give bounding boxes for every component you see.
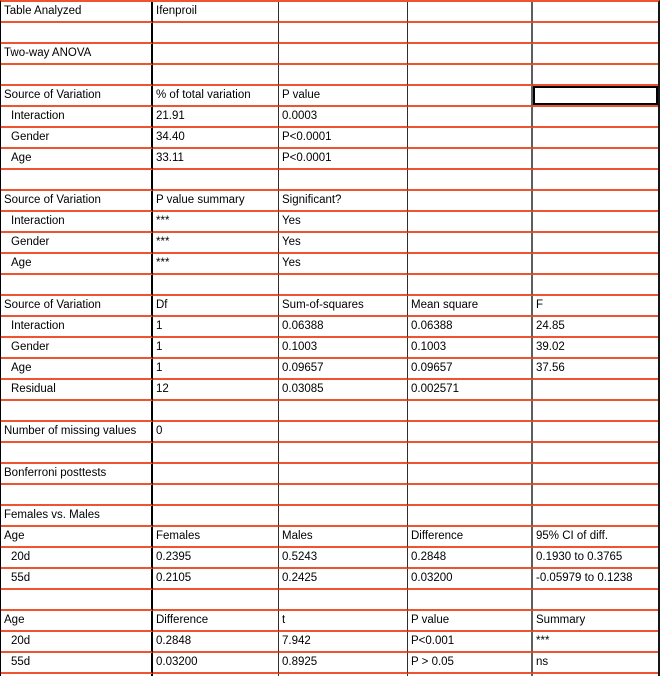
cell-r26c2[interactable]: Females (153, 527, 279, 548)
cell-r25c1[interactable]: Females vs. Males (1, 506, 153, 527)
cell-r21c1[interactable]: Number of missing values (1, 422, 153, 443)
cell-r8c4[interactable] (408, 149, 533, 170)
cell-r16c4[interactable]: 0.06388 (408, 317, 533, 338)
table-row (1, 254, 658, 275)
cell-r26c1[interactable]: Age (1, 527, 153, 548)
cell-r4c3[interactable] (279, 65, 408, 86)
cell-r22c1[interactable] (1, 443, 153, 464)
cell-r28c1[interactable]: 55d (1, 569, 153, 590)
cell-r7c4[interactable] (408, 128, 533, 149)
cell-r14c3[interactable] (279, 275, 408, 296)
cell-r21c2[interactable]: 0 (153, 422, 279, 443)
cell-r27c2[interactable]: 0.2395 (153, 548, 279, 569)
table-row (1, 485, 658, 506)
cell-r12c4[interactable] (408, 233, 533, 254)
cell-r19c1[interactable]: Residual (1, 380, 153, 401)
cell-r18c5[interactable]: 37.56 (533, 359, 658, 380)
cell-r16c1[interactable]: Interaction (1, 317, 153, 338)
cell-r19c5[interactable] (533, 380, 658, 401)
cell-r23c1[interactable]: Bonferroni posttests (1, 464, 153, 485)
cell-r28c2[interactable]: 0.2105 (153, 569, 279, 590)
cell-r31c4[interactable]: P<0.001 (408, 632, 533, 653)
cell-r27c3[interactable]: 0.5243 (279, 548, 408, 569)
table-row (1, 380, 658, 401)
cell-r5c2[interactable]: % of total variation (153, 86, 279, 107)
table-row (1, 170, 658, 191)
table-row (1, 212, 658, 233)
cell-r24c2[interactable] (153, 485, 279, 506)
cell-r25c3[interactable] (279, 506, 408, 527)
cell-r7c2[interactable]: 34.40 (153, 128, 279, 149)
cell-r28c3[interactable]: 0.2425 (279, 569, 408, 590)
table-row (1, 23, 658, 44)
cell-r17c1[interactable]: Gender (1, 338, 153, 359)
cell-r27c4[interactable]: 0.2848 (408, 548, 533, 569)
cell-r20c2[interactable] (153, 401, 279, 422)
table-row (1, 590, 658, 611)
table-row (1, 191, 658, 212)
cell-r2c2[interactable] (153, 23, 279, 44)
cell-r10c3[interactable]: Significant? (279, 191, 408, 212)
cell-r2c5[interactable] (533, 23, 658, 44)
cell-r9c5[interactable] (533, 170, 658, 191)
cell-r20c3[interactable] (279, 401, 408, 422)
cell-r21c5[interactable] (533, 422, 658, 443)
cell-r4c4[interactable] (408, 65, 533, 86)
cell-r18c1[interactable]: Age (1, 359, 153, 380)
cell-r25c2[interactable] (153, 506, 279, 527)
cell-r11c3[interactable]: Yes (279, 212, 408, 233)
table-row (1, 443, 658, 464)
cell-r14c4[interactable] (408, 275, 533, 296)
cell-r25c5[interactable] (533, 506, 658, 527)
table-row (1, 422, 658, 443)
cell-r24c3[interactable] (279, 485, 408, 506)
table-row (1, 506, 658, 527)
table-row (1, 338, 658, 359)
cell-r23c2[interactable] (153, 464, 279, 485)
cell-r10c4[interactable] (408, 191, 533, 212)
cell-r9c3[interactable] (279, 170, 408, 191)
cell-r28c4[interactable]: 0.03200 (408, 569, 533, 590)
selected-cell[interactable] (533, 86, 658, 107)
table-row (1, 149, 658, 170)
table-row (1, 611, 658, 632)
cell-r30c2[interactable]: Difference (153, 611, 279, 632)
cell-r13c2[interactable]: *** (153, 254, 279, 275)
cell-r1c4[interactable] (408, 2, 533, 23)
cell-r30c1[interactable]: Age (1, 611, 153, 632)
cell-r16c3[interactable]: 0.06388 (279, 317, 408, 338)
cell-r19c2[interactable]: 12 (153, 380, 279, 401)
cell-r32c2[interactable]: 0.03200 (153, 653, 279, 674)
cell-r8c2[interactable]: 33.11 (153, 149, 279, 170)
cell-r14c2[interactable] (153, 275, 279, 296)
cell-r23c5[interactable] (533, 464, 658, 485)
cell-r12c2[interactable]: *** (153, 233, 279, 254)
cell-r2c3[interactable] (279, 23, 408, 44)
cell-r20c1[interactable] (1, 401, 153, 422)
cell-r20c4[interactable] (408, 401, 533, 422)
cell-r26c3[interactable]: Males (279, 527, 408, 548)
cell-r15c4[interactable]: Mean square (408, 296, 533, 317)
cell-r29c4[interactable] (408, 590, 533, 611)
cell-r7c5[interactable] (533, 128, 658, 149)
cell-r14c1[interactable] (1, 275, 153, 296)
cell-r9c2[interactable] (153, 170, 279, 191)
cell-r13c5[interactable] (533, 254, 658, 275)
cell-r28c5[interactable]: -0.05979 to 0.1238 (533, 569, 658, 590)
cell-r30c4[interactable]: P value (408, 611, 533, 632)
cell-r6c4[interactable] (408, 107, 533, 128)
cell-r6c2[interactable]: 21.91 (153, 107, 279, 128)
cell-r22c3[interactable] (279, 443, 408, 464)
cell-r24c1[interactable] (1, 485, 153, 506)
cell-r11c2[interactable]: *** (153, 212, 279, 233)
cell-r10c5[interactable] (533, 191, 658, 212)
table-row (1, 233, 658, 254)
cell-r12c1[interactable]: Gender (1, 233, 153, 254)
cell-r15c5[interactable]: F (533, 296, 658, 317)
table-row (1, 2, 658, 23)
cell-r26c4[interactable]: Difference (408, 527, 533, 548)
table-row (1, 107, 658, 128)
cell-r6c5[interactable] (533, 107, 658, 128)
cell-r5c3[interactable]: P value (279, 86, 408, 107)
table-row (1, 296, 658, 317)
cell-r27c5[interactable]: 0.1930 to 0.3765 (533, 548, 658, 569)
cell-r31c1[interactable]: 20d (1, 632, 153, 653)
cell-r8c1[interactable]: Age (1, 149, 153, 170)
cell-r16c5[interactable]: 24.85 (533, 317, 658, 338)
cell-r29c3[interactable] (279, 590, 408, 611)
cell-r6c3[interactable]: 0.0003 (279, 107, 408, 128)
table-row (1, 275, 658, 296)
cell-r6c1[interactable]: Interaction (1, 107, 153, 128)
cell-r19c3[interactable]: 0.03085 (279, 380, 408, 401)
cell-r1c2[interactable]: Ifenproil (153, 2, 279, 23)
cell-r29c2[interactable] (153, 590, 279, 611)
cell-r13c3[interactable]: Yes (279, 254, 408, 275)
cell-r2c4[interactable] (408, 23, 533, 44)
cell-r8c3[interactable]: P<0.0001 (279, 149, 408, 170)
cell-r31c2[interactable]: 0.2848 (153, 632, 279, 653)
cell-r25c4[interactable] (408, 506, 533, 527)
cell-r3c5[interactable] (533, 44, 658, 65)
cell-r11c4[interactable] (408, 212, 533, 233)
cell-r10c2[interactable]: P value summary (153, 191, 279, 212)
cell-r9c4[interactable] (408, 170, 533, 191)
table-row (1, 317, 658, 338)
cell-r29c5[interactable] (533, 590, 658, 611)
cell-r5c4[interactable] (408, 86, 533, 107)
cell-r22c4[interactable] (408, 443, 533, 464)
cell-r1c5[interactable] (533, 2, 658, 23)
cell-r27c1[interactable]: 20d (1, 548, 153, 569)
cell-r30c5[interactable]: Summary (533, 611, 658, 632)
cell-r30c3[interactable]: t (279, 611, 408, 632)
cell-r8c5[interactable] (533, 149, 658, 170)
cell-r11c5[interactable] (533, 212, 658, 233)
cell-r7c1[interactable]: Gender (1, 128, 153, 149)
cell-r32c4[interactable]: P > 0.05 (408, 653, 533, 674)
cell-r17c5[interactable]: 39.02 (533, 338, 658, 359)
cell-r32c1[interactable]: 55d (1, 653, 153, 674)
cell-r21c3[interactable] (279, 422, 408, 443)
cell-r13c4[interactable] (408, 254, 533, 275)
cell-r1c3[interactable] (279, 2, 408, 23)
cell-r4c1[interactable] (1, 65, 153, 86)
cell-r3c1[interactable]: Two-way ANOVA (1, 44, 153, 65)
table-row (1, 464, 658, 485)
cell-r21c4[interactable] (408, 422, 533, 443)
cell-r17c4[interactable]: 0.1003 (408, 338, 533, 359)
cell-r18c3[interactable]: 0.09657 (279, 359, 408, 380)
cell-r9c1[interactable] (1, 170, 153, 191)
table-row (1, 548, 658, 569)
table-row (1, 128, 658, 149)
table-row (1, 359, 658, 380)
cell-r13c1[interactable]: Age (1, 254, 153, 275)
cell-r17c2[interactable]: 1 (153, 338, 279, 359)
cell-r3c3[interactable] (279, 44, 408, 65)
table-row (1, 44, 658, 65)
cell-r23c3[interactable] (279, 464, 408, 485)
cell-r18c2[interactable]: 1 (153, 359, 279, 380)
table-row (1, 65, 658, 86)
cell-r3c2[interactable] (153, 44, 279, 65)
cell-r4c5[interactable] (533, 65, 658, 86)
cell-r1c1[interactable]: Table Analyzed (1, 2, 153, 23)
cell-r24c5[interactable] (533, 485, 658, 506)
table-row (1, 569, 658, 590)
cell-r17c3[interactable]: 0.1003 (279, 338, 408, 359)
cell-r14c5[interactable] (533, 275, 658, 296)
cell-r4c2[interactable] (153, 65, 279, 86)
cell-r15c3[interactable]: Sum-of-squares (279, 296, 408, 317)
cell-r22c2[interactable] (153, 443, 279, 464)
cell-r20c5[interactable] (533, 401, 658, 422)
table-row (1, 401, 658, 422)
cell-r12c5[interactable] (533, 233, 658, 254)
cell-r32c5[interactable]: ns (533, 653, 658, 674)
cell-r31c3[interactable]: 7.942 (279, 632, 408, 653)
table-row (1, 653, 658, 674)
cell-r15c2[interactable]: Df (153, 296, 279, 317)
cell-r5c1[interactable]: Source of Variation (1, 86, 153, 107)
cell-r23c4[interactable] (408, 464, 533, 485)
cell-r12c3[interactable]: Yes (279, 233, 408, 254)
cell-r3c4[interactable] (408, 44, 533, 65)
cell-r18c4[interactable]: 0.09657 (408, 359, 533, 380)
table-row (1, 527, 658, 548)
cell-r31c5[interactable]: *** (533, 632, 658, 653)
cell-r26c5[interactable]: 95% CI of diff. (533, 527, 658, 548)
cell-r11c1[interactable]: Interaction (1, 212, 153, 233)
cell-r29c1[interactable] (1, 590, 153, 611)
table-row (1, 632, 658, 653)
cell-r7c3[interactable]: P<0.0001 (279, 128, 408, 149)
cell-r22c5[interactable] (533, 443, 658, 464)
cell-r19c4[interactable]: 0.002571 (408, 380, 533, 401)
cell-r15c1[interactable]: Source of Variation (1, 296, 153, 317)
cell-r32c3[interactable]: 0.8925 (279, 653, 408, 674)
cell-r16c2[interactable]: 1 (153, 317, 279, 338)
cell-r10c1[interactable]: Source of Variation (1, 191, 153, 212)
cell-r24c4[interactable] (408, 485, 533, 506)
cell-r2c1[interactable] (1, 23, 153, 44)
table-row (1, 86, 658, 107)
